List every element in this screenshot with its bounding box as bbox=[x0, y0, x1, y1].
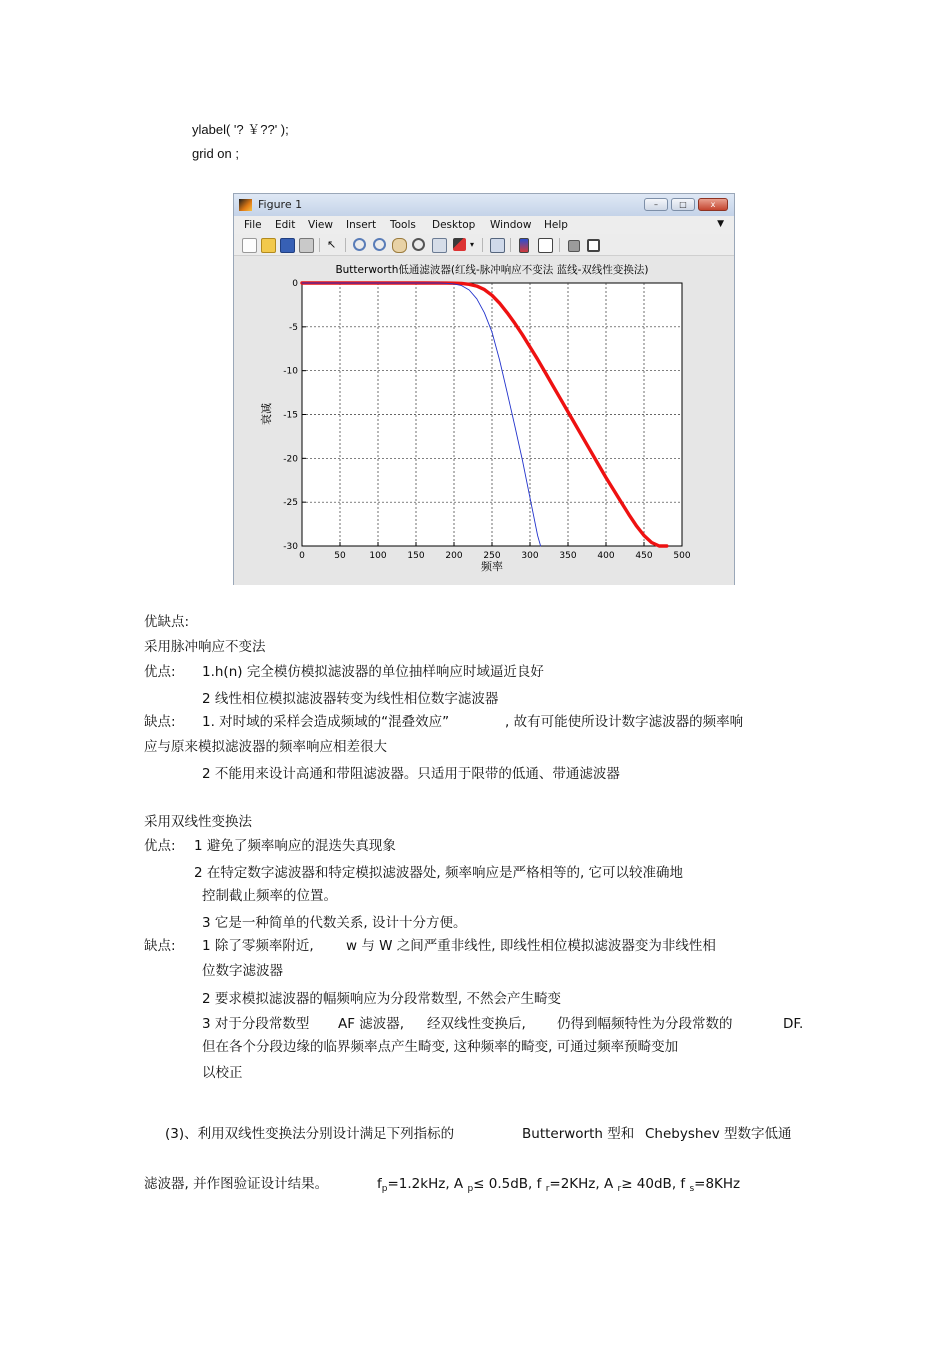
menu-edit[interactable]: Edit bbox=[275, 219, 296, 231]
y-tick-label: -10 bbox=[283, 366, 298, 377]
menu-file[interactable]: File bbox=[244, 219, 262, 231]
show-plot-tools-icon[interactable] bbox=[587, 239, 600, 252]
method2-dis-2: 2 要求模拟滤波器的幅频响应为分段常数型, 不然会产生畸变 bbox=[202, 991, 561, 1007]
x-tick-label: 0 bbox=[299, 551, 305, 561]
heading-pros-cons: 优缺点: bbox=[144, 614, 190, 630]
x-tick-label: 500 bbox=[673, 551, 691, 561]
minimize-button[interactable]: – bbox=[644, 198, 668, 211]
open-folder-icon[interactable] bbox=[261, 238, 276, 253]
task-3-chebyshev: Chebyshev 型数字低通 bbox=[645, 1126, 792, 1142]
save-icon[interactable] bbox=[280, 238, 295, 253]
code-line-ylabel: ylabel( '? ￥??' ); bbox=[192, 122, 289, 137]
menu-bar bbox=[234, 216, 734, 234]
frequency-response-chart[interactable] bbox=[234, 256, 734, 585]
method2-dis-3a: 3 对于分段常数型 bbox=[202, 1016, 310, 1032]
close-button[interactable]: x bbox=[698, 198, 728, 211]
data-cursor-icon[interactable] bbox=[432, 238, 447, 253]
link-icon[interactable] bbox=[490, 238, 505, 253]
method1-dis-label: 缺点: bbox=[144, 714, 176, 730]
method2-dis-1c: 位数字滤波器 bbox=[202, 963, 283, 979]
y-tick-label: 0 bbox=[292, 279, 298, 289]
colorbar-icon[interactable] bbox=[519, 238, 529, 253]
method2-dis-3c: 经双线性变换后, bbox=[427, 1016, 526, 1032]
menu-tools[interactable]: Tools bbox=[390, 219, 416, 231]
method2-title: 采用双线性变换法 bbox=[144, 814, 252, 830]
method1-dis-1b: , 故有可能使所设计数字滤波器的频率响 bbox=[505, 714, 744, 730]
method2-adv-2b: 控制截止频率的位置。 bbox=[202, 888, 337, 904]
menu-window[interactable]: Window bbox=[490, 219, 532, 231]
new-file-icon[interactable] bbox=[242, 238, 257, 253]
x-tick-label: 100 bbox=[369, 551, 387, 561]
figure-toolbar bbox=[234, 234, 734, 256]
chart-title: Butterworth低通滤波器(红线-脉冲响应不变法 蓝线-双线性变换法) bbox=[335, 264, 649, 276]
menu-view[interactable]: View bbox=[308, 219, 333, 231]
x-tick-label: 200 bbox=[445, 551, 463, 561]
method1-dis-2: 2 不能用来设计高通和带阻滤波器。只适用于限带的低通、带通滤波器 bbox=[202, 766, 620, 782]
method2-dis-3f: 但在各个分段边缘的临界频率点产生畸变, 这种频率的畸变, 可通过频率预畸变加 bbox=[202, 1039, 679, 1055]
zoom-out-icon[interactable] bbox=[373, 238, 386, 251]
pan-icon[interactable] bbox=[392, 238, 407, 253]
hide-plot-tools-icon[interactable] bbox=[568, 240, 580, 252]
x-tick-label: 400 bbox=[597, 551, 615, 561]
figure-title-bar bbox=[234, 194, 734, 216]
x-tick-label: 350 bbox=[559, 551, 577, 561]
method2-dis-3g: 以校正 bbox=[202, 1065, 243, 1081]
menu-help[interactable]: Help bbox=[544, 219, 568, 231]
zoom-in-icon[interactable] bbox=[353, 238, 366, 251]
method2-adv-1: 1 避免了频率响应的混迭失真现象 bbox=[194, 838, 396, 854]
brush-dropdown-icon[interactable]: ▾ bbox=[470, 240, 475, 249]
method1-adv-2: 2 线性相位模拟滤波器转变为线性相位数字滤波器 bbox=[202, 691, 499, 707]
method2-dis-3d: 仍得到幅频特性为分段常数的 bbox=[557, 1016, 733, 1032]
method2-dis-label: 缺点: bbox=[144, 938, 176, 954]
method2-dis-1b: w 与 W 之间严重非线性, 即线性相位模拟滤波器变为非线性相 bbox=[346, 938, 716, 954]
method1-dis-1c: 应与原来模拟滤波器的频率响应相差很大 bbox=[144, 739, 387, 755]
y-tick-label: -15 bbox=[283, 410, 298, 421]
x-tick-label: 50 bbox=[334, 551, 346, 561]
method2-dis-3e: DF. bbox=[783, 1016, 804, 1032]
x-tick-label: 250 bbox=[483, 551, 501, 561]
pointer-icon[interactable]: ↖ bbox=[327, 238, 337, 251]
method1-adv-label: 优点: bbox=[144, 664, 176, 680]
figure-window bbox=[233, 193, 735, 585]
menu-overflow-arrow-icon[interactable]: ▼ bbox=[717, 219, 724, 229]
task-3-specs: $f_p=1.2kHz$, A $_p$≤ 0.5dB, f $_r$=2KHz, A $_r$≥ 40dB, f $_s$=8KHz bbox=[377, 1176, 741, 1194]
y-axis-label: 衰减 bbox=[260, 403, 273, 425]
print-icon[interactable] bbox=[299, 238, 314, 253]
menu-desktop[interactable]: Desktop bbox=[432, 219, 476, 231]
maximize-button[interactable]: □ bbox=[671, 198, 695, 211]
method1-dis-1a: 1. 对时域的采样会造成频域的“混叠效应” bbox=[202, 714, 450, 730]
method2-dis-3b: AF 滤波器, bbox=[338, 1016, 405, 1032]
matlab-logo-icon bbox=[239, 199, 252, 211]
method2-dis-1a: 1 除了零频率附近, bbox=[202, 938, 314, 954]
task-3-butterworth: Butterworth 型和 bbox=[522, 1126, 635, 1142]
x-axis-label: 频率 bbox=[481, 560, 503, 573]
y-tick-label: -25 bbox=[283, 498, 298, 509]
x-tick-label: 450 bbox=[635, 551, 653, 561]
y-tick-label: -20 bbox=[283, 454, 298, 465]
method1-title: 采用脉冲响应不变法 bbox=[144, 639, 266, 655]
rotate-icon[interactable] bbox=[412, 238, 425, 251]
method2-adv-3: 3 它是一种简单的代数关系, 设计十分方便。 bbox=[202, 915, 467, 931]
y-tick-label: -5 bbox=[289, 322, 298, 333]
x-tick-label: 150 bbox=[407, 551, 425, 561]
legend-icon[interactable] bbox=[538, 238, 553, 253]
axes-area bbox=[234, 256, 734, 585]
code-line-grid: grid on ; bbox=[192, 146, 239, 161]
method2-adv-label: 优点: bbox=[144, 838, 176, 854]
y-tick-label: -30 bbox=[283, 542, 298, 552]
menu-insert[interactable]: Insert bbox=[346, 219, 377, 231]
method1-adv-1: 1.h(n) 完全模仿模拟滤波器的单位抽样响应时域逼近良好 bbox=[202, 664, 544, 680]
x-tick-label: 300 bbox=[521, 551, 539, 561]
method2-adv-2a: 2 在特定数字滤波器和特定模拟滤波器处, 频率响应是严格相等的, 它可以较准确地 bbox=[194, 865, 684, 881]
brush-icon[interactable] bbox=[453, 238, 466, 251]
task-3-verify: 滤波器, 并作图验证设计结果。 bbox=[144, 1176, 329, 1192]
figure-title: Figure 1 bbox=[258, 198, 303, 211]
task-3-intro: (3)、利用双线性变换法分别设计满足下列指标的 bbox=[165, 1126, 455, 1142]
